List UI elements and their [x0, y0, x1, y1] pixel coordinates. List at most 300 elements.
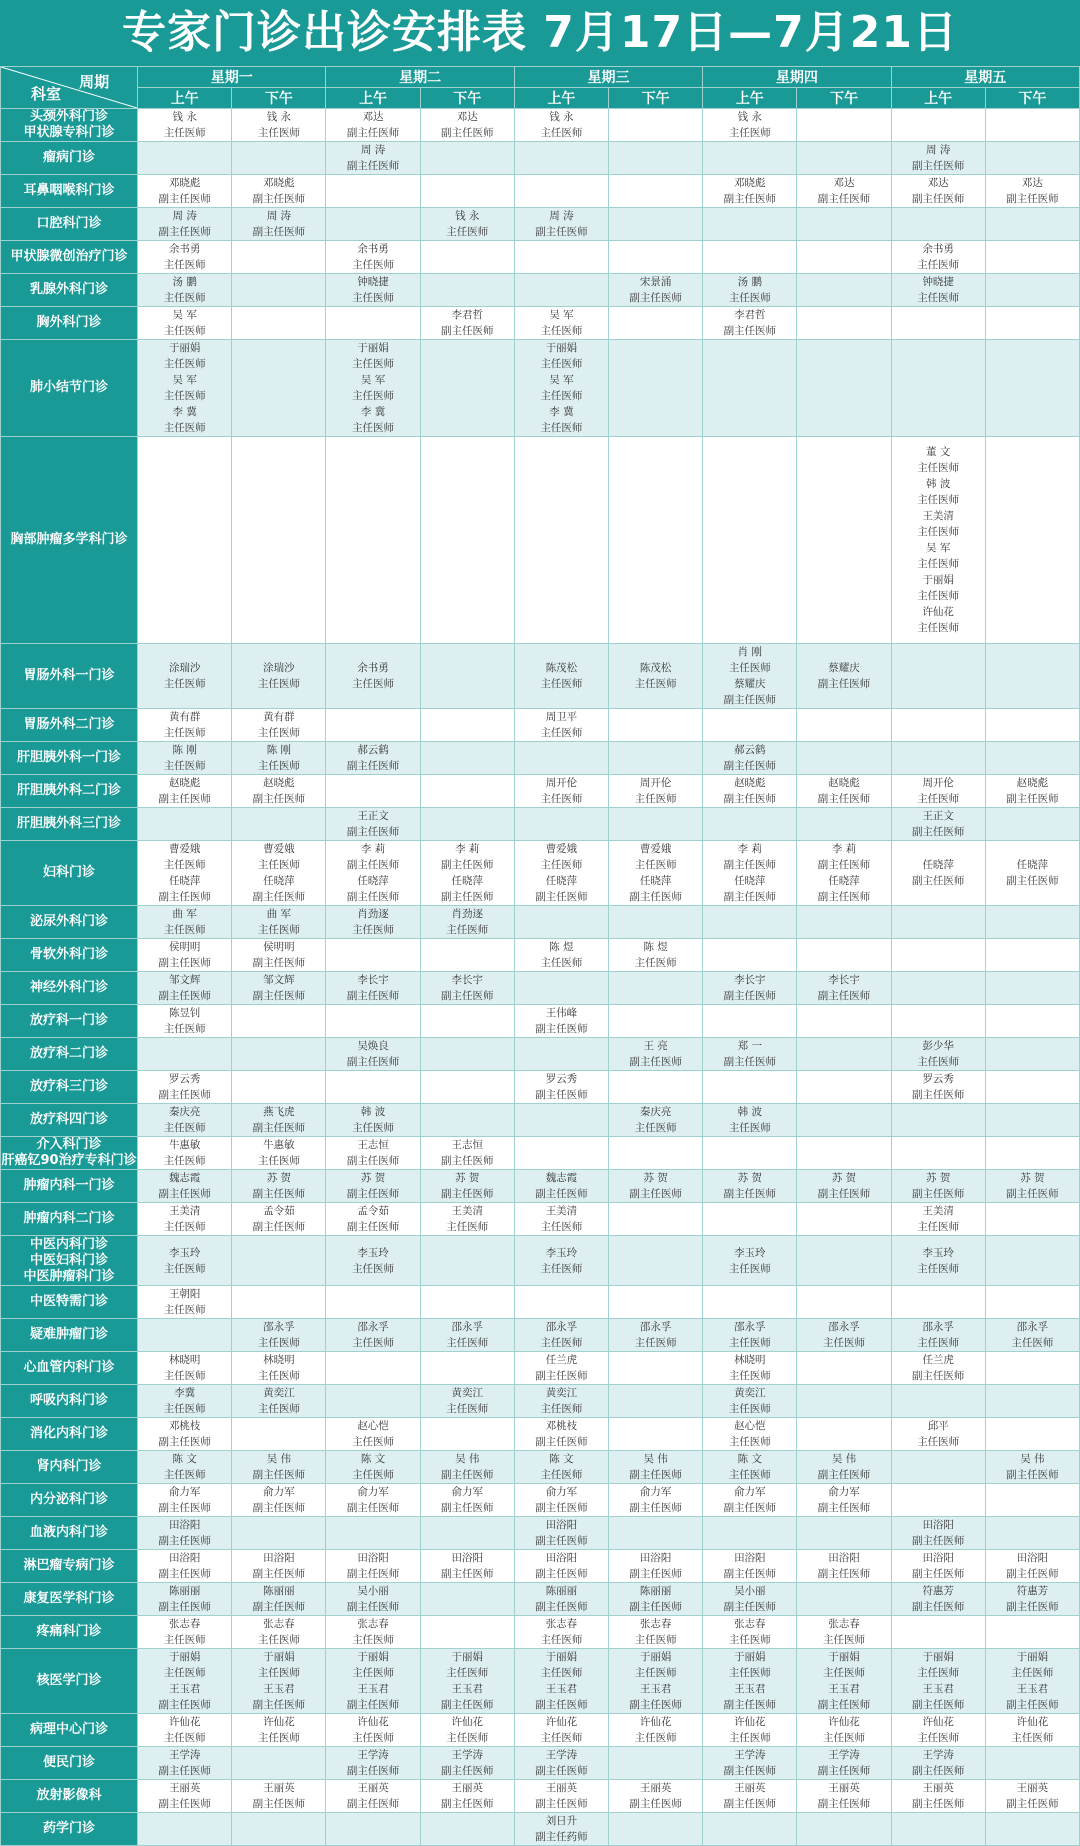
schedule-cell [232, 1319, 326, 1352]
doctor-title: 主任医师 [352, 422, 395, 434]
doctor-name: 于丽娟 [828, 1651, 860, 1663]
schedule-cell [138, 109, 232, 142]
schedule-cell [514, 775, 608, 808]
dept-name [1, 1170, 138, 1203]
doctor-name: 林晓明 [734, 1354, 766, 1366]
doctor-title: 副主任医师 [723, 859, 777, 871]
schedule-cell [797, 1319, 891, 1352]
schedule-cell [797, 241, 891, 274]
doctor-name: 蔡耀庆 [828, 662, 860, 674]
doctor-title: 副主任医师 [535, 1370, 588, 1382]
doctor-title: 副主任医师 [535, 1568, 588, 1580]
dept-name-line: 介入科门诊 [36, 1137, 102, 1152]
table-row [1, 142, 1080, 175]
schedule-cell [138, 1747, 232, 1780]
schedule-cell [232, 1451, 326, 1484]
dept-name [1, 307, 138, 340]
schedule-cell [326, 709, 420, 742]
doctor-title: 副主任医师 [817, 1699, 871, 1711]
doctor-name: 苏 贺 [455, 1172, 480, 1184]
dept-name [1, 775, 138, 808]
doctor-title: 主任医师 [446, 226, 489, 238]
dept-name-line: 肺小结节门诊 [30, 380, 109, 395]
table-row [1, 939, 1080, 972]
doctor-name: 苏 贺 [737, 1172, 762, 1184]
schedule-cell [609, 1813, 703, 1846]
schedule-cell [420, 1104, 514, 1137]
doctor-name: 周 涛 [360, 144, 386, 156]
schedule-cell [138, 1319, 232, 1352]
doctor-name: 王丽英 [451, 1782, 483, 1794]
schedule-cell [420, 1780, 514, 1813]
dept-name-line: 放疗科一门诊 [30, 1013, 109, 1028]
dept-name-line: 耳鼻咽喉科门诊 [23, 183, 115, 198]
doctor-name: 于丽娟 [451, 1651, 483, 1663]
schedule-cell [326, 906, 420, 939]
schedule-cell [797, 775, 891, 808]
schedule-cell [985, 1616, 1079, 1649]
table-row [1, 1137, 1080, 1170]
doctor-name: 邓达 [456, 111, 478, 123]
schedule-cell [985, 1484, 1079, 1517]
doctor-title: 主任医师 [352, 259, 395, 271]
doctor-name: 曲 军 [172, 908, 197, 920]
dept-name-line: 康复医学科门诊 [23, 1591, 115, 1606]
table-row [1, 742, 1080, 775]
doctor-name: 王玉君 [168, 1683, 201, 1695]
schedule-cell [609, 939, 703, 972]
doctor-title: 副主任医师 [629, 1568, 682, 1580]
schedule-cell [985, 1352, 1079, 1385]
dept-name [1, 1583, 138, 1616]
schedule-cell [703, 1813, 797, 1846]
doctor-name: 许仙花 [263, 1716, 295, 1728]
schedule-cell [703, 1170, 797, 1203]
doctor-title: 主任医师 [917, 1337, 960, 1349]
doctor-title: 主任医师 [634, 1122, 677, 1134]
dept-name-line: 淋巴瘤专病门诊 [23, 1558, 115, 1573]
schedule-cell [326, 1319, 420, 1352]
doctor-title: 副主任医师 [817, 1502, 871, 1514]
doctor-name: 李长宇 [734, 974, 766, 986]
schedule-cell [985, 1385, 1079, 1418]
schedule-cell [420, 1137, 514, 1170]
schedule-cell [985, 1170, 1079, 1203]
schedule-cell [609, 1137, 703, 1170]
schedule-cell [797, 1649, 891, 1714]
doctor-title: 主任医师 [257, 1634, 300, 1646]
doctor-title: 主任医师 [540, 390, 583, 402]
schedule-cell [326, 742, 420, 775]
schedule-cell [232, 1649, 326, 1714]
schedule-cell [797, 1071, 891, 1104]
schedule-cell [797, 1517, 891, 1550]
schedule-cell [420, 1319, 514, 1352]
schedule-cell [514, 340, 608, 437]
doctor-name: 郑 一 [737, 1040, 762, 1052]
dept-name-line: 便民门诊 [43, 1755, 96, 1770]
doctor-title: 副主任医师 [252, 1502, 306, 1514]
schedule-cell [609, 742, 703, 775]
schedule-cell [609, 1170, 703, 1203]
doctor-name: 王丽英 [545, 1782, 578, 1794]
doctor-title: 副主任医师 [158, 193, 211, 205]
doctor-title: 主任医师 [163, 1403, 206, 1415]
schedule-cell [891, 437, 985, 644]
schedule-cell [609, 644, 703, 709]
doctor-title: 主任医师 [163, 1122, 206, 1134]
dept-name-line: 放疗科三门诊 [30, 1079, 109, 1094]
doctor-title: 副主任医师 [817, 859, 871, 871]
doctor-title: 副主任医师 [723, 1765, 777, 1777]
dept-name [1, 808, 138, 841]
doctor-name: 李玉玲 [734, 1246, 766, 1259]
doctor-title: 主任医师 [728, 1469, 771, 1481]
schedule-cell [232, 972, 326, 1005]
doctor-title: 主任医师 [1011, 1667, 1054, 1679]
dept-label: 科室 [31, 85, 62, 103]
doctor-name: 陈 文 [172, 1453, 197, 1465]
doctor-name: 苏 贺 [1020, 1172, 1045, 1184]
pm-header: 下午 [985, 88, 1079, 109]
schedule-cell [514, 1418, 608, 1451]
doctor-name: 李 冀 [360, 406, 386, 418]
doctor-name: 任兰虎 [922, 1354, 954, 1366]
doctor-title: 主任医师 [163, 1469, 206, 1481]
table-row [1, 972, 1080, 1005]
doctor-name: 王玉君 [922, 1683, 954, 1695]
doctor-title: 主任医师 [728, 1122, 771, 1134]
doctor-title: 副主任医师 [158, 1502, 211, 1514]
dept-name-line: 妇科门诊 [43, 865, 96, 880]
schedule-cell [703, 1780, 797, 1813]
doctor-title: 副主任医师 [346, 1188, 400, 1200]
doctor-name: 邵永孚 [922, 1321, 954, 1333]
schedule-cell [609, 1038, 703, 1071]
schedule-cell [985, 1780, 1079, 1813]
doctor-name: 赵晓彪 [828, 777, 860, 789]
doctor-name: 郝云鹤 [357, 744, 389, 756]
schedule-cell [609, 1550, 703, 1583]
schedule-cell [514, 241, 608, 274]
schedule-cell [797, 1286, 891, 1319]
table-row [1, 1649, 1080, 1714]
schedule-cell [703, 1616, 797, 1649]
doctor-name: 俞力军 [168, 1486, 201, 1498]
doctor-title: 副主任医师 [441, 1699, 494, 1711]
doctor-title: 副主任医师 [158, 957, 211, 969]
schedule-cell [797, 1137, 891, 1170]
table-row [1, 1583, 1080, 1616]
doctor-name: 牛惠敏 [263, 1139, 295, 1151]
schedule-cell [891, 841, 985, 906]
schedule-cell [232, 437, 326, 644]
doctor-name: 俞力军 [263, 1486, 295, 1498]
doctor-title: 主任医师 [728, 1337, 771, 1349]
doctor-title: 副主任医师 [723, 1601, 777, 1613]
dept-name-line: 放射影像科 [36, 1788, 102, 1803]
dept-name [1, 1780, 138, 1813]
schedule-cell [985, 437, 1079, 644]
doctor-name: 王志恒 [357, 1139, 389, 1151]
schedule-cell [420, 1550, 514, 1583]
schedule-cell [703, 742, 797, 775]
doctor-name: 任晓萍 [168, 875, 201, 887]
doctor-name: 王美清 [922, 510, 954, 522]
schedule-cell [326, 307, 420, 340]
schedule-cell [797, 972, 891, 1005]
schedule-cell [138, 1170, 232, 1203]
schedule-cell [420, 109, 514, 142]
doctor-name: 董 文 [926, 446, 951, 458]
doctor-title: 副主任医师 [911, 875, 965, 887]
doctor-name: 钟晓捷 [922, 276, 954, 288]
doctor-name: 彭少华 [922, 1040, 954, 1052]
schedule-cell [326, 1236, 420, 1286]
doctor-name: 赵心恺 [734, 1420, 766, 1432]
schedule-cell [232, 1616, 326, 1649]
schedule-cell [797, 939, 891, 972]
doctor-name: 邓晓彪 [734, 177, 766, 189]
table-row [1, 709, 1080, 742]
doctor-title: 副主任医师 [252, 1469, 306, 1481]
doctor-title: 主任医师 [446, 1403, 489, 1415]
doctor-name: 吴 伟 [266, 1453, 292, 1465]
doctor-name: 吴 军 [172, 374, 197, 386]
doctor-name: 王玉君 [451, 1683, 483, 1695]
doctor-title: 副主任医师 [723, 1188, 777, 1200]
doctor-name: 王朝阳 [168, 1288, 201, 1300]
doctor-name: 田浴阳 [922, 1519, 954, 1531]
schedule-cell [514, 808, 608, 841]
doctor-title: 主任医师 [634, 1732, 677, 1744]
schedule-cell [797, 906, 891, 939]
doctor-title: 主任医师 [163, 727, 206, 739]
doctor-title: 主任医师 [1011, 1732, 1054, 1744]
schedule-cell [985, 208, 1079, 241]
schedule-cell [326, 1813, 420, 1846]
schedule-cell [609, 1747, 703, 1780]
doctor-name: 于丽娟 [545, 342, 578, 354]
schedule-cell [326, 1517, 420, 1550]
dept-name [1, 972, 138, 1005]
doctor-name: 李 莉 [737, 843, 762, 855]
schedule-cell [703, 109, 797, 142]
doctor-name: 王 亮 [643, 1040, 668, 1052]
dept-name-line: 药学门诊 [43, 1821, 96, 1836]
doctor-title: 副主任医师 [252, 193, 306, 205]
doctor-name: 王丽英 [922, 1782, 954, 1794]
doctor-name: 张志春 [357, 1618, 389, 1630]
doctor-name: 汤 鹏 [737, 276, 762, 288]
doctor-name: 钱 永 [455, 210, 480, 222]
doctor-name: 王丽英 [168, 1782, 201, 1794]
doctor-name: 陈丽丽 [639, 1585, 672, 1597]
doctor-name: 王美清 [922, 1205, 954, 1217]
schedule-cell [514, 1813, 608, 1846]
schedule-cell [420, 841, 514, 906]
table-row [1, 1203, 1080, 1236]
doctor-title: 主任医师 [728, 1403, 771, 1415]
schedule-cell [326, 142, 420, 175]
doctor-title: 主任医师 [163, 1370, 206, 1382]
schedule-cell [420, 142, 514, 175]
schedule-cell [138, 1418, 232, 1451]
schedule-cell [232, 1385, 326, 1418]
doctor-title: 副主任医师 [535, 1089, 588, 1101]
table-row [1, 1385, 1080, 1418]
schedule-cell [420, 1583, 514, 1616]
schedule-cell [232, 142, 326, 175]
doctor-name: 王丽英 [1016, 1782, 1049, 1794]
schedule-cell [891, 340, 985, 437]
doctor-title: 主任医师 [634, 678, 677, 690]
schedule-cell [420, 437, 514, 644]
table-row [1, 808, 1080, 841]
schedule-cell [891, 1550, 985, 1583]
dept-name [1, 1517, 138, 1550]
schedule-cell [985, 644, 1079, 709]
schedule-cell [138, 1517, 232, 1550]
doctor-name: 王美清 [545, 1205, 578, 1217]
doctor-title: 副主任医师 [252, 1568, 306, 1580]
schedule-cell [514, 1352, 608, 1385]
doctor-title: 主任医师 [163, 325, 206, 337]
doctor-name: 邵永孚 [639, 1321, 672, 1333]
schedule-cell [609, 1286, 703, 1319]
schedule-cell [703, 1517, 797, 1550]
schedule-cell [514, 709, 608, 742]
schedule-cell [703, 644, 797, 709]
doctor-name: 邱平 [927, 1420, 949, 1432]
schedule-cell [985, 340, 1079, 437]
schedule-cell [609, 340, 703, 437]
dept-name-line: 肾内科门诊 [36, 1459, 102, 1474]
day-header-mon: 星期一 [138, 67, 326, 88]
doctor-title: 主任医师 [540, 1337, 583, 1349]
doctor-title: 主任医师 [352, 1634, 395, 1646]
schedule-cell [326, 1484, 420, 1517]
doctor-title: 副主任医师 [252, 226, 306, 238]
dept-name [1, 1137, 138, 1170]
table-row [1, 1616, 1080, 1649]
schedule-cell [703, 274, 797, 307]
doctor-name: 于丽娟 [168, 1651, 201, 1663]
doctor-title: 主任医师 [917, 1732, 960, 1744]
schedule-cell [797, 1550, 891, 1583]
schedule-cell [514, 1104, 608, 1137]
doctor-name: 俞力军 [828, 1486, 860, 1498]
doctor-title: 副主任医师 [629, 1056, 682, 1068]
dept-name [1, 274, 138, 307]
schedule-cell [420, 906, 514, 939]
doctor-name: 吴 军 [549, 309, 574, 321]
doctor-title: 副主任医师 [911, 1568, 965, 1580]
schedule-cell [232, 1005, 326, 1038]
doctor-name: 邓达 [833, 177, 855, 189]
schedule-cell [420, 340, 514, 437]
schedule-cell [609, 1319, 703, 1352]
doctor-name: 王学涛 [451, 1749, 483, 1761]
schedule-cell [609, 142, 703, 175]
dept-name-line: 肿瘤内科一门诊 [23, 1178, 115, 1193]
doctor-title: 副主任医师 [346, 1699, 400, 1711]
doctor-name: 吴小丽 [734, 1585, 766, 1597]
doctor-name: 许仙花 [357, 1716, 389, 1728]
schedule-cell [703, 1747, 797, 1780]
dept-name [1, 109, 138, 142]
doctor-name: 任晓萍 [357, 875, 389, 887]
doctor-title: 副主任医师 [535, 1188, 588, 1200]
period-label: 周期 [79, 73, 110, 91]
table-row [1, 1517, 1080, 1550]
schedule-cell [703, 340, 797, 437]
doctor-title: 副主任医师 [252, 1188, 306, 1200]
dept-name-line: 胸外科门诊 [36, 315, 102, 330]
doctor-title: 主任医师 [540, 1667, 583, 1679]
schedule-cell [420, 1286, 514, 1319]
doctor-title: 副主任医师 [158, 1436, 211, 1448]
doctor-title: 主任医师 [823, 1634, 865, 1646]
dept-name-line: 内分泌科门诊 [30, 1492, 109, 1507]
schedule-cell [891, 1813, 985, 1846]
schedule-cell [891, 1038, 985, 1071]
schedule-cell [891, 742, 985, 775]
doctor-title: 副主任医师 [911, 1765, 965, 1777]
schedule-cell [326, 775, 420, 808]
doctor-name: 田浴阳 [168, 1552, 201, 1564]
table-row [1, 1780, 1080, 1813]
schedule-cell [797, 175, 891, 208]
doctor-title: 主任医师 [634, 1337, 677, 1349]
schedule-cell [609, 1649, 703, 1714]
schedule-cell [232, 1170, 326, 1203]
schedule-cell [797, 1385, 891, 1418]
schedule-cell [891, 274, 985, 307]
schedule-cell [232, 1550, 326, 1583]
schedule-cell [797, 340, 891, 437]
doctor-title: 主任医师 [917, 292, 960, 304]
dept-name-line: 胸部肿瘤多学科门诊 [10, 532, 128, 547]
schedule-cell [797, 1236, 891, 1286]
doctor-name: 陈 刚 [266, 744, 292, 756]
schedule-cell [891, 1649, 985, 1714]
schedule-cell [232, 906, 326, 939]
doctor-name: 王学涛 [168, 1749, 201, 1761]
table-row [1, 1038, 1080, 1071]
doctor-title: 副主任医师 [535, 891, 588, 903]
table-row [1, 437, 1080, 644]
schedule-cell [326, 274, 420, 307]
schedule-cell [985, 1005, 1079, 1038]
schedule-cell [138, 1286, 232, 1319]
doctor-name: 邵永孚 [357, 1321, 389, 1333]
doctor-title: 主任医师 [917, 259, 960, 271]
schedule-cell [138, 742, 232, 775]
schedule-cell [703, 1418, 797, 1451]
doctor-title: 主任医师 [540, 1732, 583, 1744]
doctor-title: 副主任医师 [723, 760, 777, 772]
schedule-cell [703, 1484, 797, 1517]
doctor-title: 副主任医师 [723, 694, 777, 706]
schedule-cell [891, 1517, 985, 1550]
table-row [1, 841, 1080, 906]
schedule-cell [514, 1203, 608, 1236]
schedule-cell [891, 1203, 985, 1236]
schedule-cell [138, 808, 232, 841]
dept-name-line: 中医内科门诊 [30, 1236, 109, 1252]
schedule-cell [138, 307, 232, 340]
